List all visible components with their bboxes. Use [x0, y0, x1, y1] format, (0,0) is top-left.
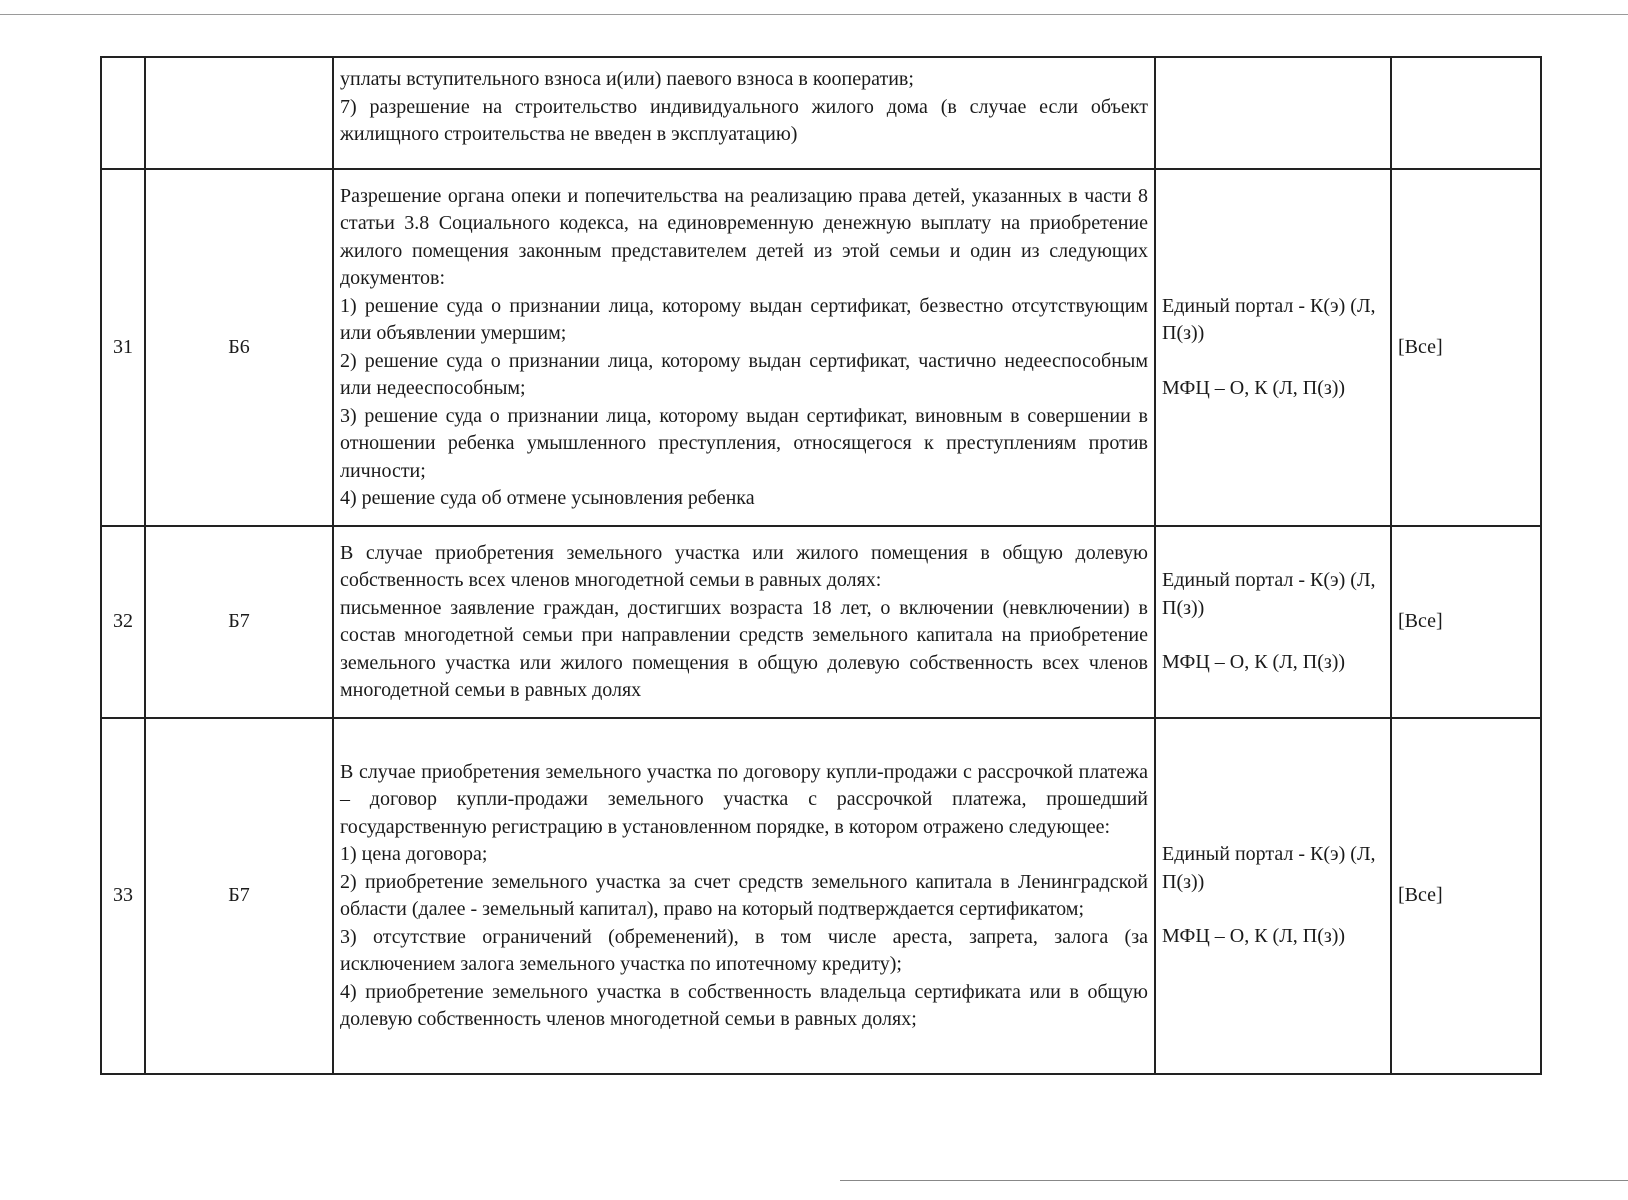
row-applicants: [Все]	[1391, 526, 1541, 718]
description-line: 7) разрешение на строительство индивидуального жилого дома (в случае если объект жилищного строительства не введен в эксплуатацию)	[340, 95, 1148, 145]
row-number: 32	[101, 526, 145, 718]
row-number: 33	[101, 718, 145, 1074]
table-row	[101, 57, 1541, 169]
description-line: 3) решение суда о признании лица, которому выдан сертификат, виновным в совершении в отношении ребенка умышленного преступления, относящегося к преступлениям против личности;	[340, 404, 1148, 482]
row-channels	[1155, 526, 1391, 718]
row-channels	[1155, 57, 1391, 169]
row-channels	[1155, 169, 1391, 526]
description-line: 3) отсутствие ограничений (обременений), в том числе ареста, запрета, залога (за исключением залога земельного участка по ипотечному кредиту);	[340, 925, 1148, 975]
description-line: 1) цена договора;	[340, 843, 488, 865]
description-line: 2) приобретение земельного участка за счет средств земельного капитала в Ленинградской области (далее - земельный капитал), право на который подтверждается сертификатом;	[340, 870, 1148, 920]
channel-portal: Единый портал - К(э) (Л, П(з))	[1162, 294, 1376, 345]
row-code: Б7	[145, 526, 333, 718]
channel-portal: Единый портал - К(э) (Л, П(з))	[1162, 843, 1376, 893]
scan-edge-top	[0, 14, 1628, 15]
description-line: В случае приобретения земельного участка по договору купли-продажи с рассрочкой платежа – договор купли-продажи земельного участка с рассрочкой платежа, прошедший государственную регистрацию в установленном порядке, в котором отражено следующее:	[340, 760, 1148, 838]
description-line: 4) приобретение земельного участка в собственность владельца сертификата или в общую долевую собственность членов многодетной семьи в равных долях;	[340, 980, 1148, 1030]
description-line: В случае приобретения земельного участка или жилого помещения в общую долевую собственность всех членов многодетной семьи в равных долях:	[340, 541, 1148, 591]
description-line: 2) решение суда о признании лица, которому выдан сертификат, частично недееспособным или недееспособным;	[340, 349, 1148, 399]
description-line: 1) решение суда о признании лица, которому выдан сертификат, безвестно отсутствующим или объявлении умершим;	[340, 294, 1148, 344]
row-code	[145, 57, 333, 169]
row-code: Б6	[145, 169, 333, 526]
channel-mfc: МФЦ – О, К (Л, П(з))	[1162, 925, 1346, 948]
row-channels	[1155, 718, 1391, 1074]
channel-mfc: МФЦ – О, К (Л, П(з))	[1162, 376, 1346, 399]
row-applicants	[1391, 57, 1541, 169]
row-description	[333, 57, 1155, 169]
row-code: Б7	[145, 718, 333, 1074]
table-row	[101, 169, 1541, 526]
documents-table	[100, 56, 1542, 1075]
table-row	[101, 526, 1541, 718]
description-line: уплаты вступительного взноса и(или) паевого взноса в кооператив;	[340, 68, 914, 90]
description-line: Разрешение органа опеки и попечительства на реализацию права детей, указанных в части 8 статьи 3.8 Социального кодекса, на единовременную денежную выплату на приобретение жилого помещения законным представителем детей из этой семьи и один из следующих документов:	[340, 184, 1148, 289]
channel-portal: Единый портал - К(э) (Л, П(з))	[1162, 569, 1376, 619]
row-description	[333, 169, 1155, 526]
row-number: 31	[101, 169, 145, 526]
row-applicants: [Все]	[1391, 718, 1541, 1074]
table-row	[101, 718, 1541, 1074]
row-number	[101, 57, 145, 169]
row-description	[333, 526, 1155, 718]
scan-edge-bottom	[840, 1180, 1628, 1181]
row-applicants: [Все]	[1391, 169, 1541, 526]
description-line: письменное заявление граждан, достигших возраста 18 лет, о включении (невключении) в состав многодетной семьи при направлении средств земельного капитала на приобретение земельного участка или жилого помещения в общую долевую собственность всех членов многодетной семьи в равных долях	[340, 596, 1148, 701]
row-description	[333, 718, 1155, 1074]
description-line: 4) решение суда об отмене усыновления ребенка	[340, 487, 755, 509]
channel-mfc: МФЦ – О, К (Л, П(з))	[1162, 651, 1346, 674]
